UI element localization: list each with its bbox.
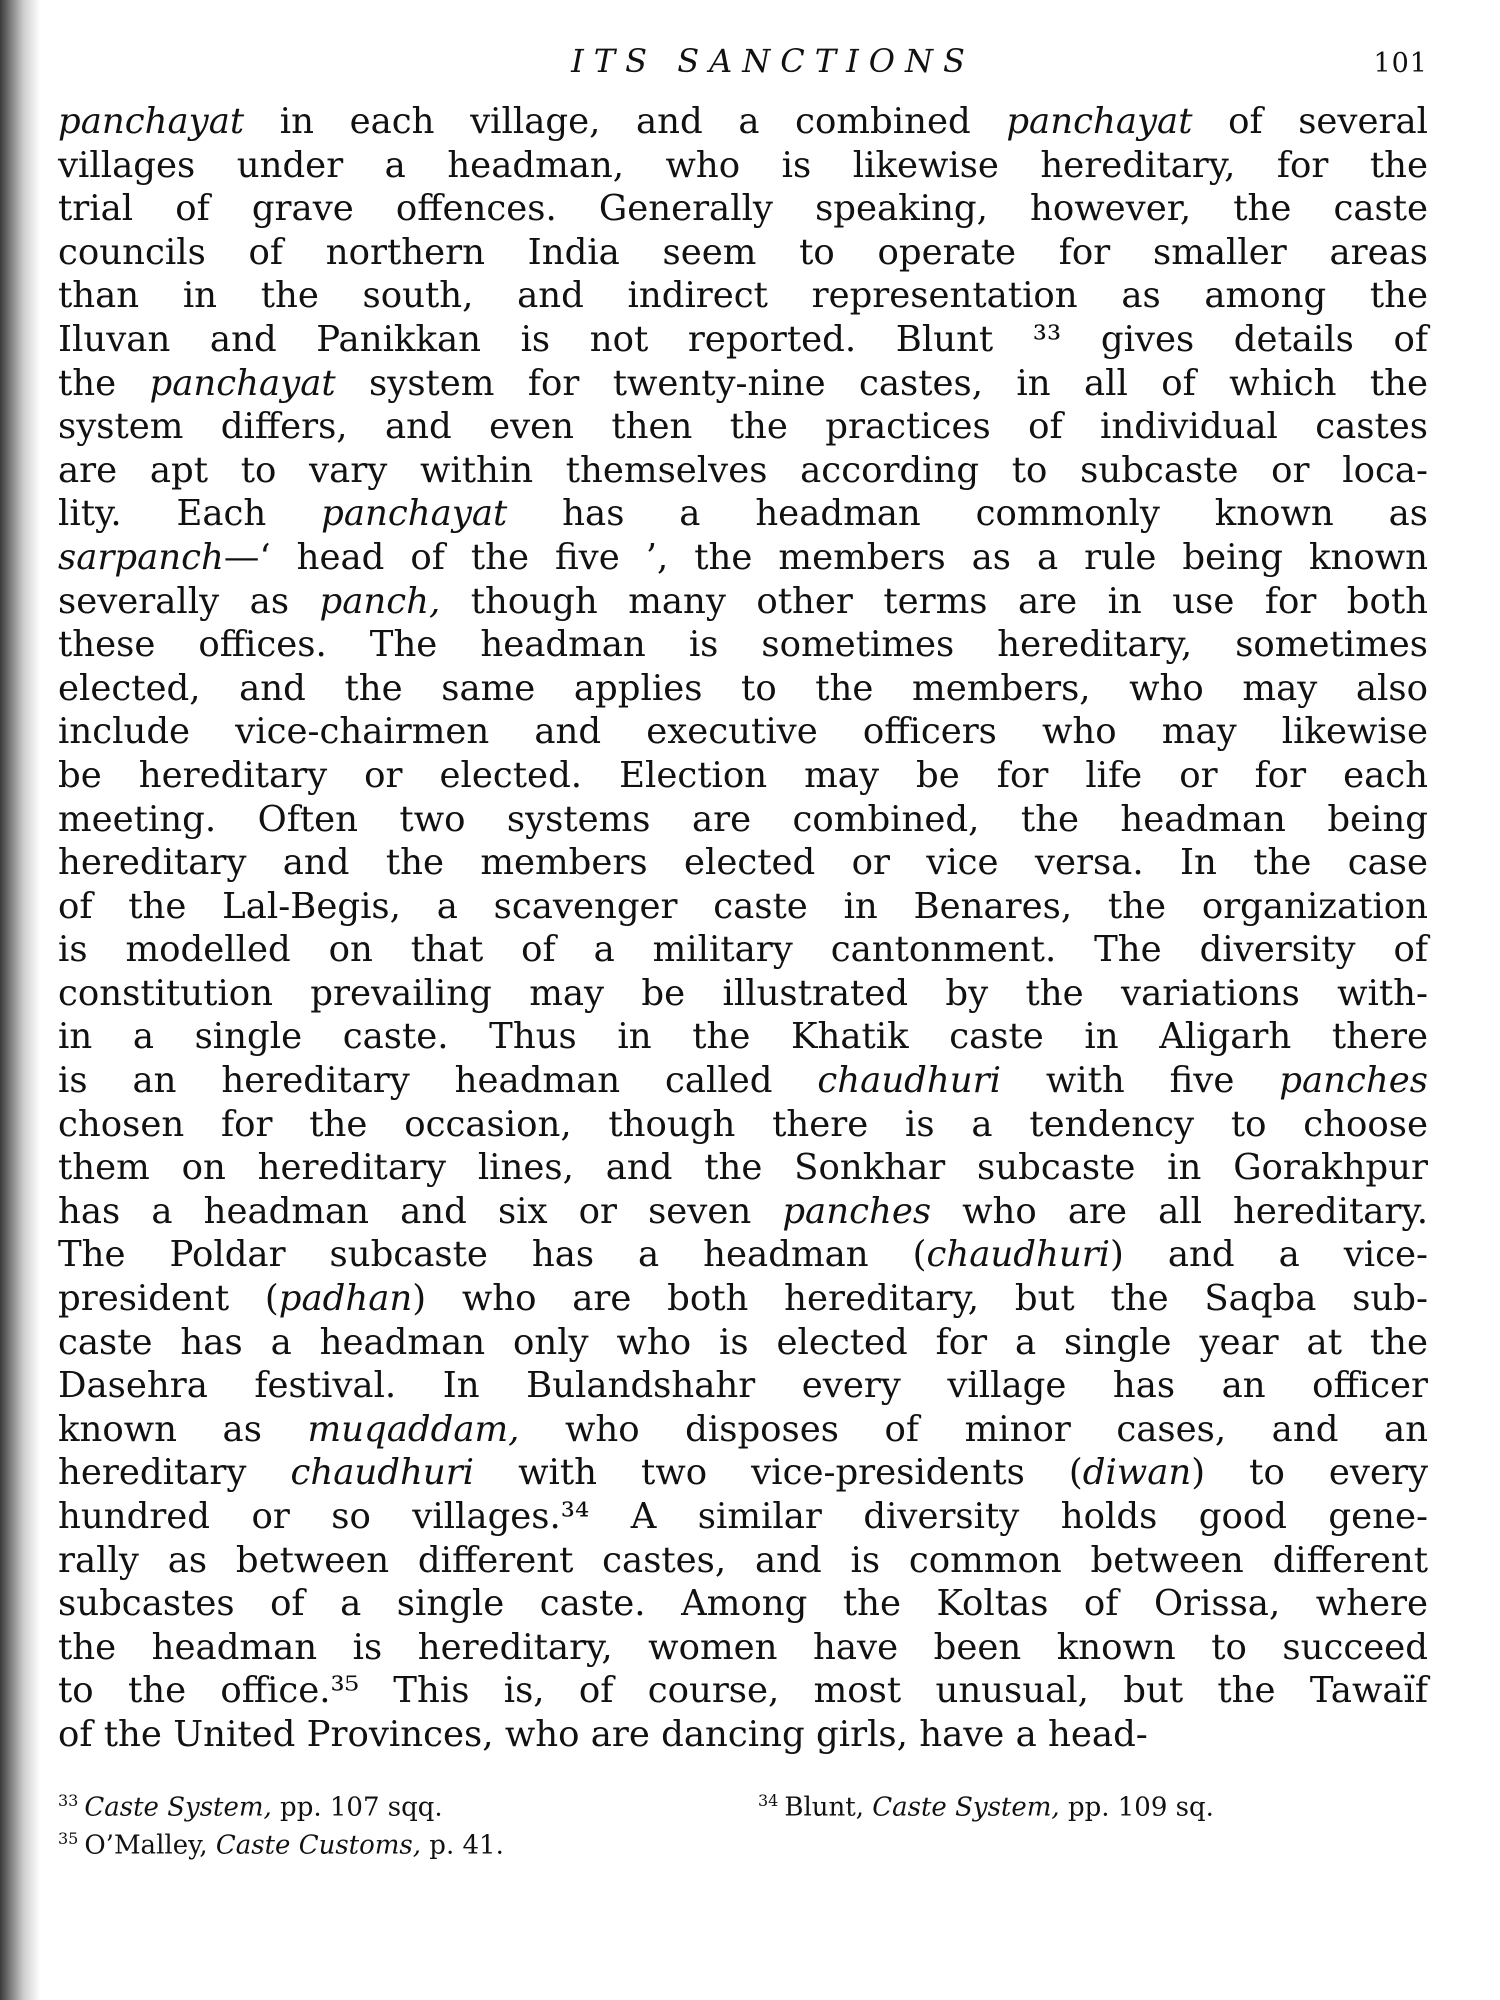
- footnotes: [58, 1785, 1428, 1862]
- footnote-author: O’Malley,: [84, 1830, 216, 1861]
- text-segment: has a headman and six or seven: [58, 1190, 783, 1232]
- text-line: [58, 798, 1428, 842]
- footnote-pages: p. 41.: [421, 1830, 504, 1861]
- text-segment: of the United Provinces, who are dancing girls, have a head-: [58, 1713, 1148, 1755]
- footnote-pages: pp. 109 sq.: [1059, 1792, 1214, 1823]
- italic-term: panches: [1279, 1060, 1428, 1102]
- text-segment: severally as: [58, 580, 320, 622]
- text-line: [58, 231, 1428, 275]
- text-line: [58, 667, 1428, 711]
- text-line: [58, 1015, 1428, 1059]
- text-segment: be hereditary or elected. Election may be for life or for each: [58, 754, 1428, 796]
- text-segment: the headman is hereditary, women have been known to succeed: [58, 1626, 1428, 1668]
- text-segment: —‘ head of the five ’, the members as a rule being known: [223, 536, 1428, 578]
- book-page: [58, 40, 1428, 1862]
- text-segment: with five: [1000, 1060, 1280, 1102]
- text-line: [58, 1713, 1428, 1757]
- text-segment: ) to every: [1191, 1452, 1428, 1494]
- text-segment: meeting. Often two systems are combined, the headman being: [58, 798, 1428, 840]
- text-segment: who are all hereditary.: [931, 1190, 1429, 1232]
- text-segment: with two vice-presidents (: [474, 1452, 1083, 1494]
- text-segment: them on hereditary lines, and the Sonkhar subcaste in Gorakhpur: [58, 1147, 1428, 1189]
- italic-term: panchayat: [1006, 101, 1193, 142]
- text-line: [58, 1364, 1428, 1408]
- text-line: [58, 1669, 1428, 1713]
- footnote-row: [58, 1785, 1428, 1824]
- text-segment: rally as between different castes, and is common between different: [58, 1539, 1428, 1581]
- text-line: [58, 318, 1428, 362]
- footnote-marker: 35: [58, 1829, 79, 1849]
- text-segment: Dasehra festival. In Bulandshahr every village has an officer: [58, 1365, 1428, 1407]
- italic-term: chaudhuri: [926, 1234, 1111, 1276]
- text-line: [58, 1408, 1428, 1452]
- text-line: [58, 492, 1428, 536]
- italic-term: panchayat: [149, 362, 336, 404]
- text-segment: are apt to vary within themselves according to subcaste or loca-: [58, 449, 1428, 491]
- page-header: [58, 40, 1428, 100]
- text-segment: Iluvan and Panikkan is not reported. Blunt ³³ gives details of: [58, 318, 1428, 360]
- text-line: [58, 1539, 1428, 1583]
- text-line: [58, 405, 1428, 449]
- footnote-35: [58, 1823, 504, 1862]
- footnote-title: Caste System,: [872, 1792, 1060, 1823]
- text-segment: The Poldar subcaste has a headman (: [58, 1234, 927, 1276]
- text-line: [58, 1582, 1428, 1626]
- running-head: ITS SANCTIONS: [571, 42, 975, 80]
- italic-term: diwan: [1082, 1452, 1192, 1494]
- text-line: [58, 1451, 1428, 1495]
- text-line: [58, 144, 1428, 188]
- text-segment: lity. Each: [58, 493, 322, 535]
- text-segment: is modelled on that of a military cantonment. The diversity of: [58, 929, 1428, 971]
- text-segment: though many other terms are in use for both: [440, 580, 1429, 622]
- text-line: [58, 1626, 1428, 1670]
- italic-term: panch,: [319, 580, 441, 622]
- text-segment: president (: [58, 1278, 279, 1320]
- text-line: [58, 710, 1428, 754]
- text-line: [58, 1321, 1428, 1365]
- text-segment: these offices. The headman is sometimes hereditary, sometimes: [58, 624, 1428, 666]
- text-segment: caste has a headman only who is elected for a single year at the: [58, 1321, 1428, 1363]
- text-line: [58, 187, 1428, 231]
- text-line: [58, 1146, 1428, 1190]
- text-line: [58, 1103, 1428, 1147]
- text-segment: ) who are both hereditary, but the Saqba sub-: [412, 1278, 1428, 1320]
- body-text: [58, 100, 1428, 1757]
- footnote-marker: 33: [58, 1790, 79, 1810]
- text-segment: has a headman commonly known as: [507, 493, 1428, 535]
- italic-term: panchayat: [321, 493, 508, 535]
- text-line: [58, 536, 1428, 580]
- footnote-pages: pp. 107 sqq.: [271, 1792, 443, 1823]
- text-segment: than in the south, and indirect representation as among the: [58, 275, 1428, 317]
- page-number: 101: [1373, 48, 1428, 79]
- text-segment: constitution prevailing may be illustrated by the variations with-: [58, 972, 1428, 1014]
- footnote-34: [758, 1785, 1214, 1824]
- text-segment: hundred or so villages.³⁴ A similar diversity holds good gene-: [58, 1496, 1428, 1537]
- text-segment: the: [58, 362, 150, 404]
- text-line: [58, 362, 1428, 406]
- text-line: [58, 754, 1428, 798]
- footnote-marker: 34: [758, 1790, 779, 1810]
- text-line: [58, 1277, 1428, 1321]
- italic-term: sarpanch: [58, 536, 224, 578]
- book-spine-shadow: [0, 0, 40, 2000]
- italic-term: panches: [782, 1190, 932, 1232]
- text-segment: hereditary and the members elected or vice versa. In the case: [58, 842, 1428, 884]
- text-segment: to the office.³⁵ This is, of course, most unusual, but the Tawaïf: [58, 1670, 1428, 1712]
- text-segment: chosen for the occasion, though there is a tendency to choose: [58, 1103, 1428, 1145]
- text-line: [58, 928, 1428, 972]
- text-line: [58, 1059, 1428, 1103]
- text-segment: known as: [58, 1408, 308, 1450]
- text-segment: who disposes of minor cases, and an: [519, 1408, 1428, 1450]
- text-segment: councils of northern India seem to operate for smaller areas: [58, 231, 1428, 273]
- footnote-author: Blunt,: [784, 1792, 873, 1823]
- text-line: [58, 1495, 1428, 1539]
- footnote-row: [58, 1823, 1428, 1862]
- text-segment: villages under a headman, who is likewise hereditary, for the: [58, 144, 1428, 186]
- text-line: [58, 1233, 1428, 1277]
- text-segment: system for twenty-nine castes, in all of which the: [335, 362, 1428, 404]
- text-segment: trial of grave offences. Generally speaking, however, the caste: [58, 188, 1428, 230]
- footnote-33: [58, 1785, 758, 1824]
- text-line: [58, 623, 1428, 667]
- text-segment: of several: [1192, 101, 1428, 142]
- text-segment: in each village, and a combined: [244, 101, 1007, 142]
- text-line: [58, 580, 1428, 624]
- text-line: [58, 972, 1428, 1016]
- italic-term: muqaddam,: [307, 1408, 520, 1450]
- italic-term: chaudhuri: [817, 1060, 1001, 1102]
- text-segment: system differs, and even then the practices of individual castes: [58, 406, 1428, 448]
- text-line: [58, 274, 1428, 318]
- text-segment: hereditary: [58, 1452, 291, 1494]
- text-line: [58, 449, 1428, 493]
- footnote-title: Caste Customs,: [215, 1830, 422, 1861]
- italic-term: chaudhuri: [290, 1452, 475, 1494]
- text-line: [58, 885, 1428, 929]
- italic-term: panchayat: [58, 101, 245, 142]
- text-segment: of the Lal-Begis, a scavenger caste in Benares, the organization: [58, 885, 1428, 927]
- text-segment: ) and a vice-: [1110, 1234, 1428, 1276]
- text-segment: is an hereditary headman called: [58, 1060, 818, 1102]
- italic-term: padhan: [278, 1278, 413, 1320]
- text-segment: elected, and the same applies to the members, who may also: [58, 667, 1428, 709]
- text-segment: subcastes of a single caste. Among the Koltas of Orissa, where: [58, 1583, 1428, 1625]
- text-line: [58, 841, 1428, 885]
- text-segment: in a single caste. Thus in the Khatik caste in Aligarh there: [58, 1016, 1428, 1058]
- text-segment: include vice-chairmen and executive officers who may likewise: [58, 711, 1428, 753]
- text-line: [58, 100, 1428, 144]
- text-line: [58, 1190, 1428, 1234]
- footnote-title: Caste System,: [84, 1792, 272, 1823]
